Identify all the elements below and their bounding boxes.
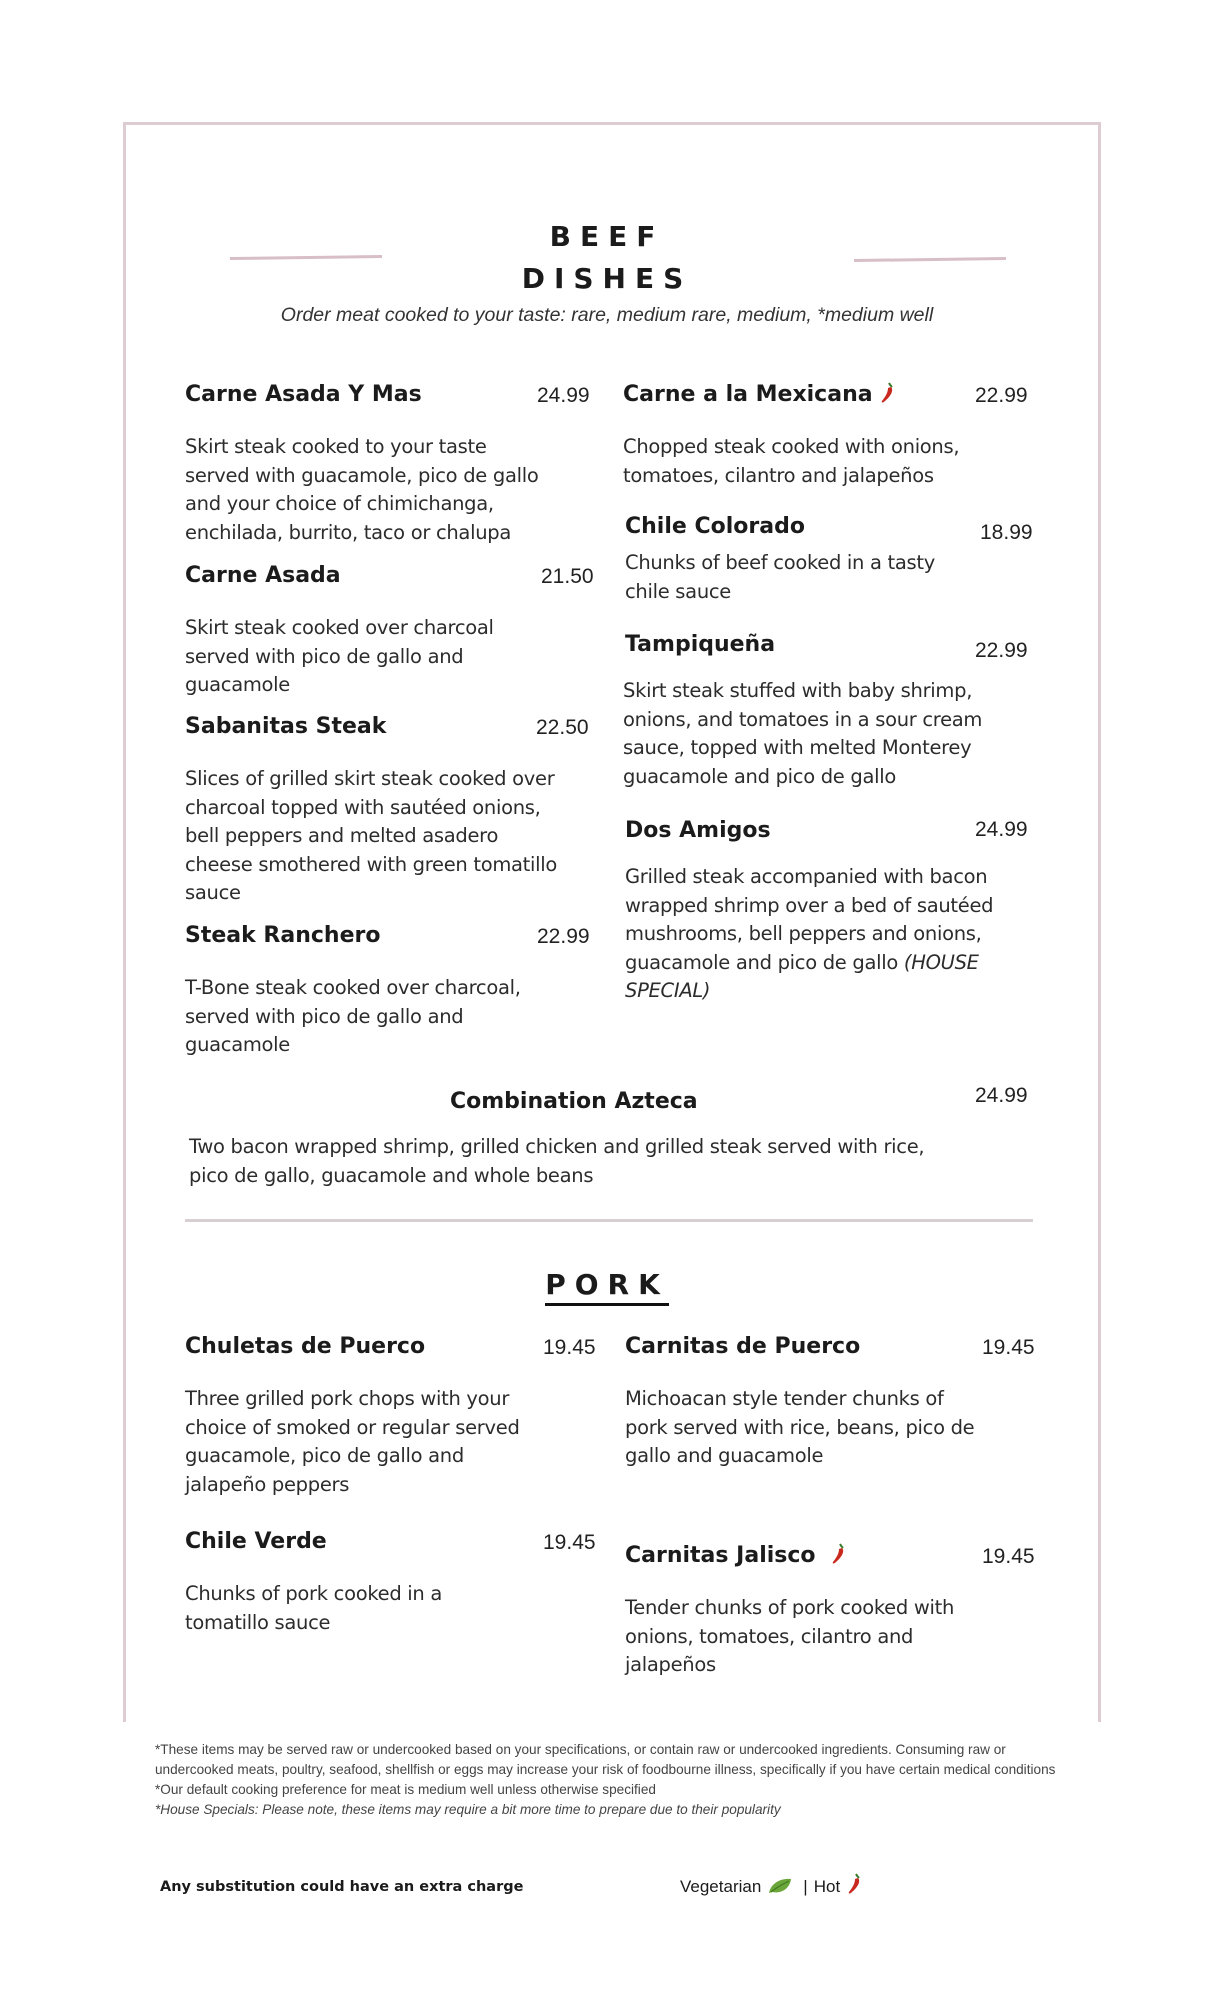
menu-item-name-text: Carnitas Jalisco <box>625 1543 816 1568</box>
menu-item-name: Tampiqueña <box>625 632 776 657</box>
chili-pepper-icon <box>846 1873 862 1895</box>
vegetarian-label: Vegetarian <box>680 1877 762 1896</box>
menu-item-name: Sabanitas Steak <box>185 714 387 739</box>
menu-item-name: Combination Azteca <box>450 1089 698 1114</box>
menu-item-name: Carnitas de Puerco <box>625 1334 861 1359</box>
menu-item-price: 22.99 <box>975 384 1028 407</box>
menu-item-price: 24.99 <box>537 384 590 407</box>
menu-item-description: Chunks of beef cooked in a tasty chile sauce <box>625 551 935 603</box>
menu-item-price: 22.99 <box>975 639 1028 662</box>
menu-item-name <box>625 1543 846 1568</box>
menu-item-description <box>625 863 995 1006</box>
substitution-note: Any substitution could have an extra charge <box>160 1879 524 1895</box>
menu-item-price: 19.45 <box>543 1336 596 1359</box>
default-cooking-note: *Our default cooking preference for meat is medium well unless otherwise specified <box>155 1782 656 1797</box>
house-special-note: (HOUSE SPECIAL) <box>625 950 979 1002</box>
chili-pepper-icon <box>830 1543 846 1565</box>
menu-frame-left <box>123 122 126 1722</box>
menu-item-name: Chile Colorado <box>625 514 805 539</box>
house-specials-note: *House Specials: Please note, these items may require a bit more time to prepare due to their popularity <box>155 1802 781 1817</box>
menu-item-name: Steak Ranchero <box>185 923 381 948</box>
menu-item-name-text: Carne a la Mexicana <box>623 382 873 407</box>
footnotes <box>155 1740 1075 1820</box>
section-divider <box>185 1219 1033 1222</box>
pork-title-text: PORK <box>545 1268 669 1306</box>
menu-item-description: Slices of grilled skirt steak cooked over charcoal topped with sautéed onions, bell peppers and melted asadero cheese smothered with green tomatillo sauce <box>185 767 558 904</box>
menu-item-price: 19.45 <box>982 1336 1035 1359</box>
menu-item-description: Two bacon wrapped shrimp, grilled chicken and grilled steak served with rice, pico de gallo, guacamole and whole beans <box>189 1135 925 1187</box>
chili-pepper-icon <box>879 382 895 404</box>
menu-item-description-text: Grilled steak accompanied with bacon wrapped shrimp over a bed of sautéed mushrooms, bell peppers and onions, guacamole and pico de gallo <box>625 865 994 974</box>
menu-item-name: Chuletas de Puerco <box>185 1334 426 1359</box>
beef-subtitle: Order meat cooked to your taste: rare, medium rare, medium, *medium well <box>280 304 934 326</box>
beef-title-line1: BEEF <box>549 220 665 253</box>
menu-frame-right <box>1098 122 1101 1722</box>
menu-item-price: 18.99 <box>980 521 1033 544</box>
menu-item-description: Skirt steak stuffed with baby shrimp, onions, and tomatoes in a sour cream sauce, topped with melted Monterey guacamole and pico de gallo <box>623 679 983 788</box>
beef-title-line2: DISHES <box>521 262 693 295</box>
menu-item-name: Carne Asada <box>185 563 341 588</box>
raw-food-warning: *These items may be served raw or undercooked based on your specifications, or contain raw or undercooked ingredients. Consuming raw or undercooked meats, poultry, seafood, shellfish or eggs may increase your risk of foodbourne illness, specifically if you have certain medical conditions <box>155 1742 1056 1777</box>
menu-item-name: Carne Asada Y Mas <box>185 382 422 407</box>
menu-item-description: Three grilled pork chops with your choice of smoked or regular served guacamole, pico de gallo and jalapeño peppers <box>185 1387 520 1496</box>
legend-separator: | <box>803 1877 808 1896</box>
pork-title <box>0 1268 1214 1301</box>
menu-item-price: 21.50 <box>541 565 594 588</box>
menu-item-description: Tender chunks of pork cooked with onions, tomatoes, cilantro and jalapeños <box>625 1596 955 1676</box>
dietary-legend <box>680 1873 862 1897</box>
menu-item-price: 24.99 <box>975 818 1028 841</box>
menu-item-description: Skirt steak cooked over charcoal served with pico de gallo and guacamole <box>185 616 494 696</box>
hot-label: Hot <box>813 1877 841 1896</box>
menu-item-name: Dos Amigos <box>625 818 771 843</box>
menu-frame-top <box>123 122 1101 125</box>
menu-item-price: 24.99 <box>975 1084 1028 1107</box>
menu-item-price: 22.99 <box>537 925 590 948</box>
menu-item-name: Chile Verde <box>185 1529 327 1554</box>
menu-item-price: 22.50 <box>536 716 589 739</box>
menu-item-description: T-Bone steak cooked over charcoal, served with pico de gallo and guacamole <box>185 976 521 1056</box>
menu-item-description: Chunks of pork cooked in a tomatillo sauce <box>185 1582 443 1634</box>
menu-item-price: 19.45 <box>543 1531 596 1554</box>
title-decoration-left <box>230 255 382 260</box>
menu-item-name <box>623 382 895 407</box>
menu-item-description: Skirt steak cooked to your taste served with guacamole, pico de gallo and your choice of chimichanga, enchilada, burrito, taco or chalupa <box>185 435 539 544</box>
menu-item-description: Chopped steak cooked with onions, tomatoes, cilantro and jalapeños <box>623 435 960 487</box>
menu-item-description: Michoacan style tender chunks of pork served with rice, beans, pico de gallo and guacamole <box>625 1387 975 1467</box>
menu-item-price: 19.45 <box>982 1545 1035 1568</box>
leaf-icon <box>767 1877 793 1895</box>
